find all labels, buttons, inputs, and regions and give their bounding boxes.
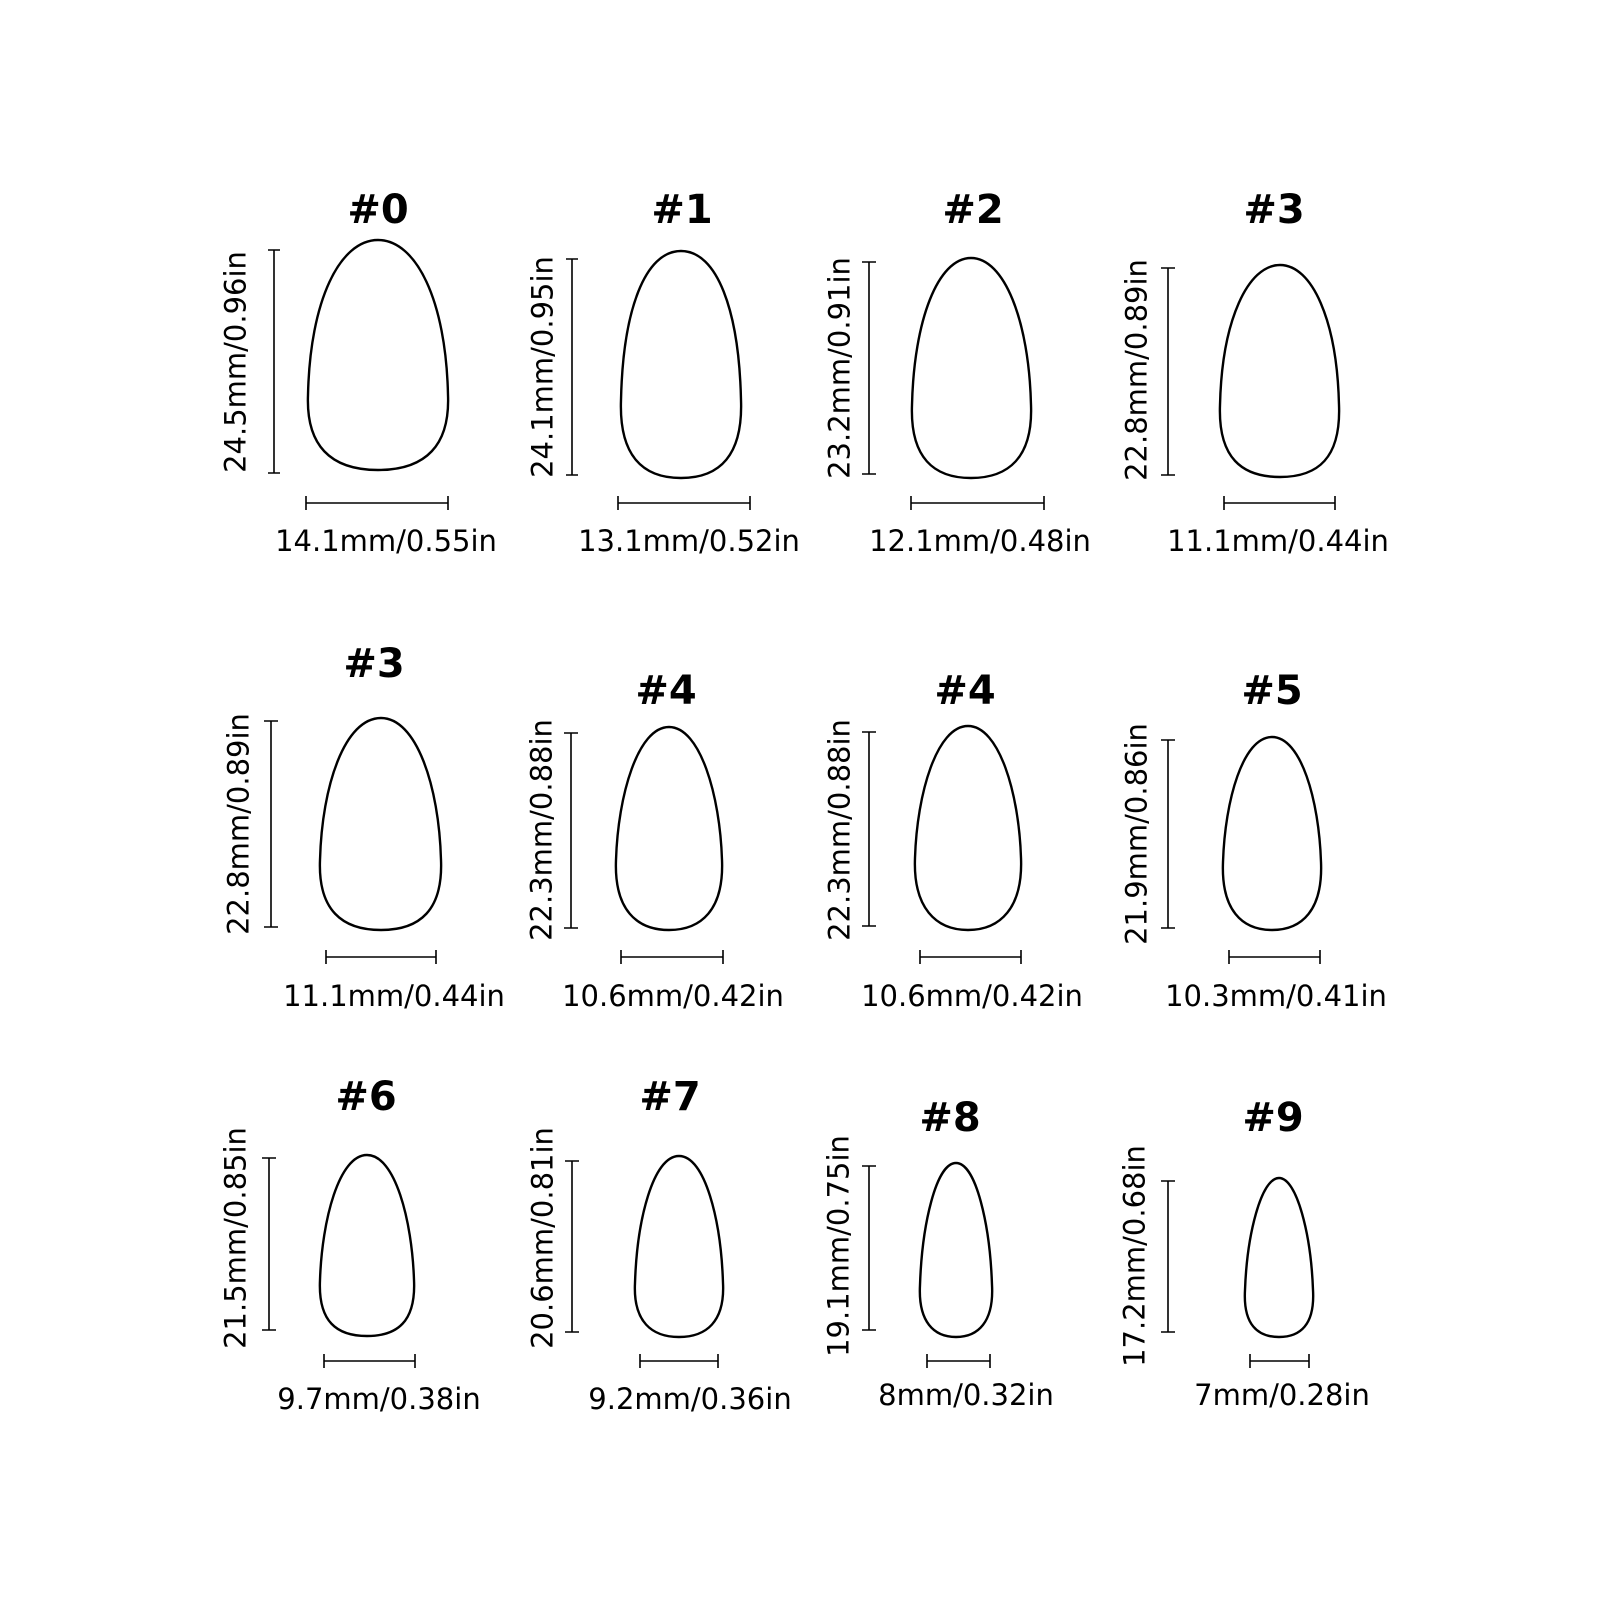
nail-outline <box>320 1155 414 1336</box>
nail-height-label: 22.8mm/0.89in <box>1119 259 1154 481</box>
width-dimension-line <box>621 950 723 964</box>
nail-height-label: 24.5mm/0.96in <box>218 251 253 473</box>
nail-height-label: 21.9mm/0.86in <box>1119 723 1154 945</box>
nail-group <box>566 251 750 510</box>
nail-size-label: #2 <box>942 187 1004 233</box>
nail-outline <box>308 240 448 470</box>
nail-size-label: #4 <box>635 668 697 714</box>
nail-size-label: #3 <box>1243 187 1305 233</box>
height-dimension-line <box>262 1158 276 1330</box>
nail-group <box>1161 265 1339 510</box>
nail-width-label: 10.6mm/0.42in <box>861 979 1083 1013</box>
nail-outline <box>1220 265 1339 477</box>
nail-width-label: 13.1mm/0.52in <box>578 524 800 558</box>
height-dimension-line <box>564 733 578 928</box>
nail-group <box>862 1163 992 1368</box>
nail-height-label: 22.8mm/0.89in <box>221 713 256 935</box>
nail-height-label: 19.1mm/0.75in <box>821 1135 856 1357</box>
nail-group <box>264 718 441 964</box>
width-dimension-line <box>920 950 1021 964</box>
width-dimension-line <box>640 1354 718 1368</box>
nail-size-label: #8 <box>919 1095 981 1141</box>
height-dimension-line <box>264 721 278 927</box>
nail-width-label: 10.6mm/0.42in <box>562 979 784 1013</box>
nail-group <box>565 1156 723 1368</box>
width-dimension-line <box>911 496 1044 510</box>
nail-size-label: #7 <box>639 1074 701 1120</box>
width-dimension-line <box>326 950 436 964</box>
nail-outline <box>1223 737 1321 930</box>
nail-group <box>1161 737 1321 964</box>
nail-size-label: #6 <box>335 1074 397 1120</box>
height-dimension-line <box>566 259 578 475</box>
nail-size-label: #5 <box>1241 668 1303 714</box>
nail-group <box>262 1155 415 1368</box>
nail-width-label: 8mm/0.32in <box>878 1378 1054 1412</box>
height-dimension-line <box>862 1166 876 1330</box>
nail-outline <box>1245 1178 1313 1337</box>
nail-width-label: 10.3mm/0.41in <box>1165 979 1387 1013</box>
height-dimension-line <box>1161 1181 1175 1332</box>
nail-width-label: 14.1mm/0.55in <box>275 524 497 558</box>
nail-width-label: 11.1mm/0.44in <box>1167 524 1389 558</box>
nail-size-label: #9 <box>1242 1095 1304 1141</box>
width-dimension-line <box>1229 950 1320 964</box>
nail-size-label: #4 <box>934 668 996 714</box>
width-dimension-line <box>306 496 448 510</box>
nail-outline <box>616 727 722 930</box>
nail-height-label: 24.1mm/0.95in <box>525 256 560 478</box>
nail-width-label: 7mm/0.28in <box>1194 1378 1370 1412</box>
width-dimension-line <box>1250 1354 1309 1368</box>
nail-size-label: #1 <box>651 187 713 233</box>
nail-outline <box>915 726 1021 930</box>
nail-height-label: 20.6mm/0.81in <box>525 1127 560 1349</box>
nail-height-label: 17.2mm/0.68in <box>1117 1145 1152 1367</box>
nail-outline <box>621 251 741 478</box>
width-dimension-line <box>1224 496 1335 510</box>
nail-group <box>1161 1178 1313 1368</box>
nail-group <box>268 240 448 510</box>
height-dimension-line <box>268 250 280 473</box>
nail-size-label: #3 <box>343 641 405 687</box>
width-dimension-line <box>927 1354 990 1368</box>
nail-width-label: 9.7mm/0.38in <box>277 1382 481 1416</box>
nail-width-label: 12.1mm/0.48in <box>869 524 1091 558</box>
nail-height-label: 21.5mm/0.85in <box>218 1127 253 1349</box>
height-dimension-line <box>862 262 876 474</box>
nail-width-label: 11.1mm/0.44in <box>283 979 505 1013</box>
nail-height-label: 22.3mm/0.88in <box>822 719 857 941</box>
nail-group <box>862 258 1044 510</box>
width-dimension-line <box>618 496 750 510</box>
nail-group <box>564 727 723 964</box>
height-dimension-line <box>1161 268 1175 475</box>
nail-width-label: 9.2mm/0.36in <box>588 1382 792 1416</box>
nail-group <box>862 726 1021 964</box>
nail-outline <box>920 1163 992 1337</box>
width-dimension-line <box>324 1354 415 1368</box>
height-dimension-line <box>862 732 876 926</box>
nail-outline <box>320 718 441 930</box>
nail-height-label: 22.3mm/0.88in <box>524 719 559 941</box>
nail-outline <box>635 1156 723 1337</box>
nail-size-label: #0 <box>347 187 409 233</box>
nail-height-label: 23.2mm/0.91in <box>822 257 857 479</box>
nail-outline <box>912 258 1031 478</box>
height-dimension-line <box>1161 740 1175 928</box>
height-dimension-line <box>565 1161 579 1332</box>
